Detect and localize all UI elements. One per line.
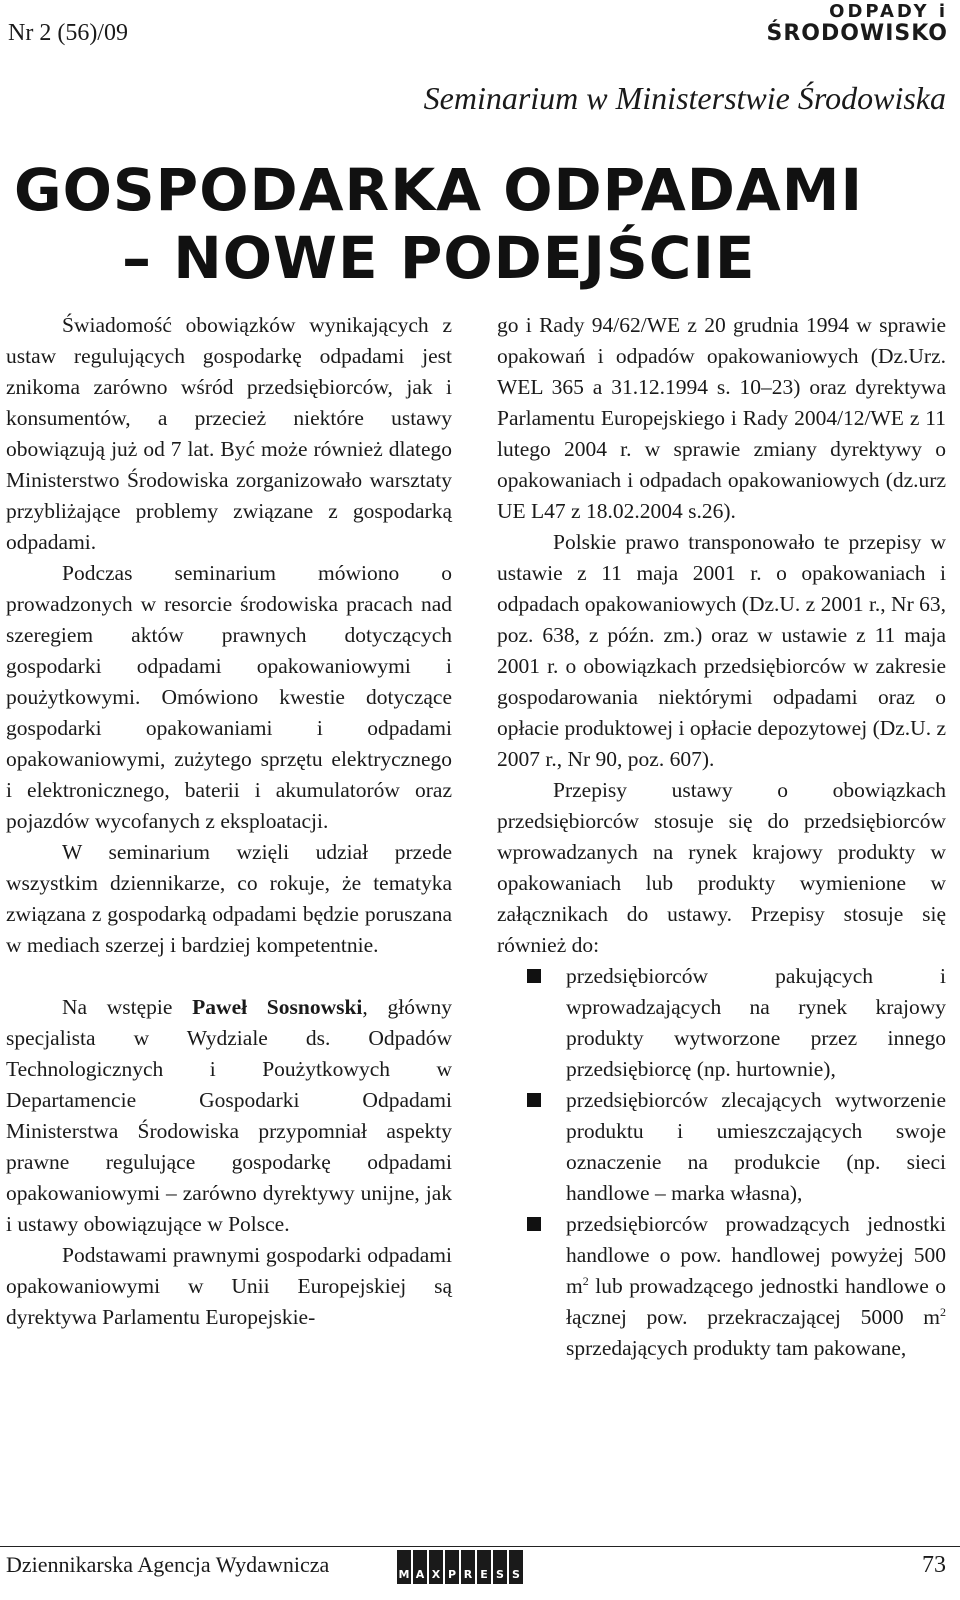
left-column bbox=[6, 310, 452, 1333]
list-item-text: przedsiębiorców pakujących i wprowadzających na rynek krajowy produkty wytworzone przez innego przedsiębiorcę (np. hurtownie), bbox=[566, 964, 946, 1081]
logo-letter: R bbox=[461, 1550, 475, 1584]
speaker-name: Paweł Sosnowski bbox=[192, 995, 363, 1019]
list-item-text-a: przedsiębiorców prowadzących jednostki handlowe o pow. handlowej powyżej 500 m bbox=[566, 1212, 946, 1298]
paragraph: Podstawami prawnymi gospodarki odpadami opakowaniowymi w Unii Europejskiej są dyrektywa Parlamentu Europejskie- bbox=[6, 1243, 452, 1329]
logo-letter: M bbox=[397, 1550, 411, 1584]
list-item bbox=[497, 961, 946, 1085]
logo-letter: A bbox=[413, 1550, 427, 1584]
logo-letter: S bbox=[509, 1550, 523, 1584]
magazine-logo-line2: ŚRODOWISKO bbox=[766, 21, 948, 46]
paragraph: W seminarium wzięli udział przede wszystkim dziennikarze, co rokuje, że tematyka związana z gospodarką odpadami będzie poruszana w mediach szerzej i bardziej kompetentnie. bbox=[6, 840, 452, 957]
article-headline bbox=[14, 156, 944, 292]
paragraph: Świadomość obowiązków wynikających z ustaw regulujących gospodarkę odpadami jest znikoma zarówno wśród przedsiębiorców, jak i konsumentów, a przecież niektóre ustawy obowiązują już od 7 lat. Być może również dlatego Ministerstwo Środowiska zorganizowało warsztaty przybliżające problemy związane z gospodarką odpadami. bbox=[6, 313, 452, 554]
headline-line2: – NOWE PODEJŚCIE bbox=[122, 224, 756, 292]
list-item bbox=[497, 1209, 946, 1364]
issue-number: Nr 2 (56)/09 bbox=[8, 20, 128, 46]
magazine-logo-line1: ODPADY i bbox=[829, 1, 948, 22]
section-kicker: Seminarium w Ministerstwie Środowiska bbox=[423, 80, 946, 116]
paragraph: Podczas seminarium mówiono o prowadzonych w resorcie środowiska pracach nad szeregiem aktów prawnych dotyczących gospodarki odpadami opakowaniowymi i poużytkowymi. Omówiono kwestie dotyczące gospodarki opakowaniami i odpadami opakowaniowymi, zużytego sprzętu elektrycznego i elektronicznego, baterii i akumulatorów oraz pojazdów wycofanych z eksploatacji. bbox=[6, 561, 452, 833]
magazine-logo bbox=[766, 2, 948, 46]
bullet-square-icon bbox=[527, 969, 541, 983]
paragraph: Polskie prawo transponowało te przepisy w ustawie z 11 maja 2001 r. o opakowaniach i odpadach opakowaniowych (Dz.U. z 2001 r., Nr 63, poz. 638, z późn. zm.) oraz w ustawie z 11 maja 2001 r. o obowiązkach przedsiębiorców w zakresie gospodarowania niektórymi odpadami oraz o opłacie produktowej i opłacie depozytowej (Dz.U. z 2007 r., Nr 90, poz. 607). bbox=[497, 530, 946, 771]
paragraph: go i Rady 94/62/WE z 20 grudnia 1994 w sprawie opakowań i odpadów opakowaniowych (Dz.Urz. WEL 365 a 31.12.1994 s. 10–23) oraz dyrektywa Parlamentu Europejskiego i Rady 2004/12/WE z 11 lutego 2004 r. w sprawie zmiany dyrektywy o opakowaniach i odpadach opakowaniowych (dz.urz UE L47 z 18.02.2004 s.26). bbox=[497, 313, 946, 523]
logo-letter: X bbox=[429, 1550, 443, 1584]
paragraph bbox=[6, 992, 452, 1240]
logo-letter: E bbox=[477, 1550, 491, 1584]
page-number: 73 bbox=[922, 1552, 946, 1578]
paragraph: Przepisy ustawy o obowiązkach przedsiębiorców stosuje się do przedsiębiorców wprowadzanych na rynek krajowy produkty w opakowaniach lub produkty wymienione w załącznikach do ustawy. Przepisy stosuje się również do: bbox=[497, 778, 946, 957]
superscript: 2 bbox=[582, 1274, 589, 1288]
superscript: 2 bbox=[940, 1305, 946, 1319]
logo-letter: S bbox=[493, 1550, 507, 1584]
list-item-text: przedsiębiorców zlecających wytworzenie produktu i umieszczających swoje oznaczenie na produkcie (np. sieci handlowe – marka własna), bbox=[566, 1088, 946, 1205]
list-item bbox=[497, 1085, 946, 1209]
right-column bbox=[497, 310, 946, 1364]
footer-divider bbox=[0, 1546, 960, 1547]
paragraph-body: , główny specjalista w Wydziale ds. Odpadów Technologicznych i Poużytkowych w Departamencie Gospodarki Odpadami Ministerstwa Środowiska przypomniał aspekty prawne regulujące gospodarkę odpadami opakowaniowymi – zarówno dyrektywy unijne, jak i ustawy obowiązujące w Polsce. bbox=[6, 995, 453, 1236]
headline-line1: GOSPODARKA ODPADAMI bbox=[14, 156, 864, 224]
list-item-text-c: sprzedających produkty tam pakowane, bbox=[566, 1336, 907, 1360]
maxpress-logo bbox=[397, 1550, 523, 1584]
list-item-text-b: lub prowadzącego jednostki handlowe o łącznej pow. przekraczającej 5000 m bbox=[566, 1274, 946, 1329]
bullet-list bbox=[497, 961, 946, 1364]
paragraph-lead: Na wstępie bbox=[62, 995, 193, 1019]
logo-letter: P bbox=[445, 1550, 459, 1584]
bullet-square-icon bbox=[527, 1093, 541, 1107]
publisher-name: Dziennikarska Agencja Wydawnicza bbox=[6, 1552, 330, 1577]
bullet-square-icon bbox=[527, 1217, 541, 1231]
